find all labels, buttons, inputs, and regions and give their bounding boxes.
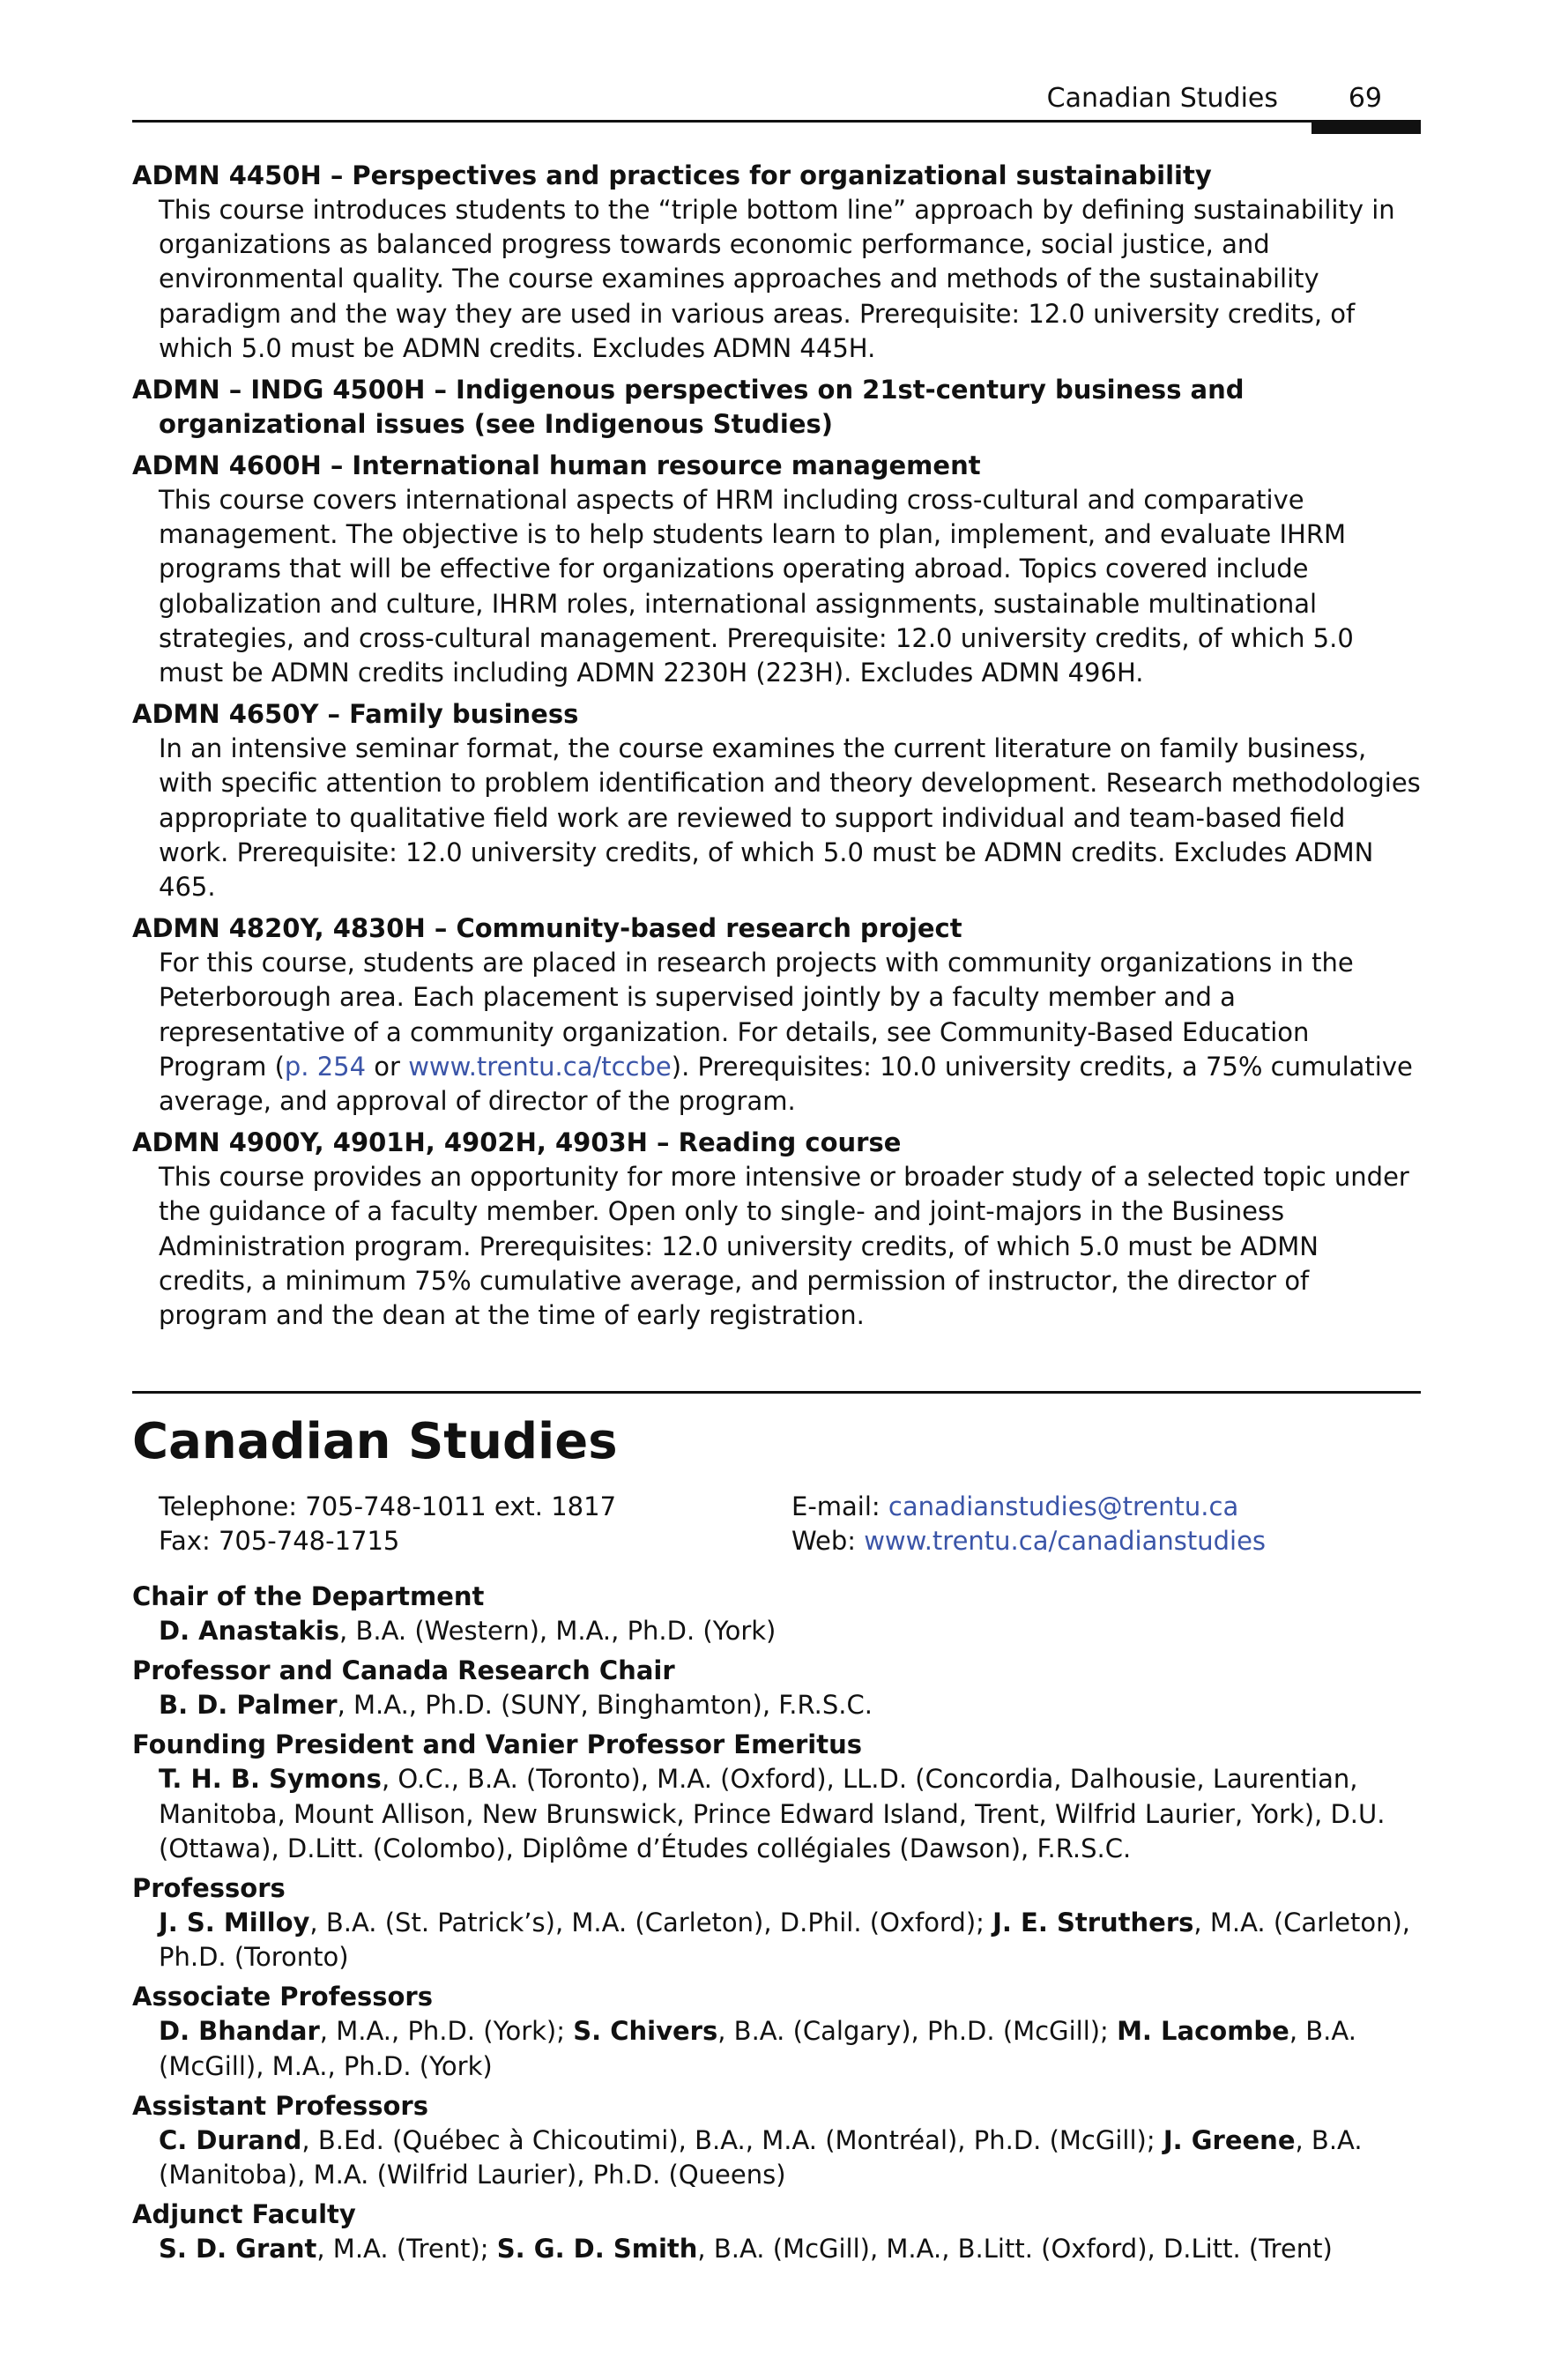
faculty-members [159,1614,1421,1648]
faculty-group [132,1871,1421,1975]
page-link[interactable]: p. 254 [284,1051,367,1082]
faculty-credentials: , B.Ed. (Québec à Chicoutimi), B.A., M.A. (Montréal), Ph.D. (McGill); [301,2124,1163,2155]
web-label: Web: [791,1526,865,1556]
faculty-name: T. H. B. Symons [159,1764,382,1795]
faculty-members [159,1688,1421,1722]
faculty-credentials: , B.A. (Calgary), Ph.D. (McGill); [717,2016,1118,2047]
faculty-credentials: , M.A. (Trent); [316,2234,497,2265]
course-entry [132,697,1421,904]
faculty-group [132,1580,1421,1648]
faculty-group-heading: Assistant Professors [132,2090,428,2121]
fax: Fax: 705-748-1715 [159,1526,400,1556]
course-description-part: For this course, students are placed in research projects with community organizations in the Peterborough area. Each placement is supervised jointly by a faculty member and a representative of a community organization. For details, see Community-Based Education Program ( [159,948,1354,1082]
course-description: This course provides an opportunity for more intensive or broader study of a selected topic under the guidance of a faculty member. Open only to single- and joint-majors in the Business Administration program. Prerequisites: 12.0 university credits, of which 5.0 must be ADMN credits, a minimum 75% cumulative average, and permission of instructor, the director of program and the dean at the time of early registration. [159,1162,1409,1331]
faculty-name: S. Chivers [573,2016,718,2047]
course-description: In an intensive seminar format, the course examines the current literature on family business, with specific attention to problem identification and theory development. Research methodologies appropriate to qualitative field work are reviewed to support individual and team-based field work. Prerequisite: 12.0 university credits, of which 5.0 must be ADMN credits. Excludes ADMN 465. [159,733,1421,903]
course-description-part: ). Prerequisites: 10.0 university credits, a 75% cumulative average, and approval of director of the program. [159,1051,1413,1117]
email-label: E-mail: [791,1491,888,1521]
email-line [791,1490,1238,1524]
telephone: Telephone: 705-748-1011 ext. 1817 [159,1491,617,1521]
faculty-group [132,1980,1421,2083]
page-number: 69 [1348,83,1382,114]
faculty-group-heading: Founding President and Vanier Professor Emeritus [132,1729,862,1760]
faculty-name: M. Lacombe [1117,2016,1289,2047]
faculty-members [159,1762,1421,1866]
faculty-name: J. S. Milloy [159,1908,310,1938]
faculty-credentials: , B.A. (McGill), M.A., B.Litt. (Oxford), D.Litt. (Trent) [697,2234,1333,2265]
faculty-name: D. Bhandar [159,2016,320,2047]
faculty-name: S. D. Grant [159,2234,317,2265]
faculty-list [132,1580,1421,2272]
section-title: Canadian Studies [132,1413,618,1470]
course-entry [132,911,1421,1119]
course-description: This course introduces students to the “triple bottom line” approach by defining sustainability in organizations as balanced progress towards economic performance, social justice, and environmental quality. The course examines approaches and methods of the sustainability paradigm and the way they are used in various areas. Prerequisite: 12.0 university credits, of which 5.0 must be ADMN credits. Excludes ADMN 445H. [159,195,1395,363]
faculty-members [159,2123,1421,2192]
faculty-group-heading: Professor and Canada Research Chair [132,1655,675,1686]
faculty-members [159,2232,1421,2266]
faculty-group [132,2198,1421,2266]
course-title: ADMN – INDG 4500H – Indigenous perspectives on 21st-century business and organizational issues (see Indigenous Studies) [132,375,1245,440]
faculty-group [132,1728,1421,1866]
faculty-credentials: , B.A. (Western), M.A., Ph.D. (York) [339,1616,776,1646]
faculty-name: S. G. D. Smith [496,2234,698,2265]
faculty-name: C. Durand [159,2124,302,2155]
course-description [159,946,1421,1119]
course-title: ADMN 4450H – Perspectives and practices for organizational sustainability [132,160,1212,190]
faculty-credentials: , O.C., B.A. (Toronto), M.A. (Oxford), LL.D. (Concordia, Dalhousie, Laurentian, Manitoba, Mount Allison, New Brunswick, Prince Edward Island, Trent, Wilfrid Laurier, York), D.U. (Ottawa), D.Litt. (Colombo), Diplôme d’Études collégiales (Dawson), F.R.S.C. [159,1764,1386,1863]
web-line [791,1524,1266,1558]
running-header [132,81,1421,123]
faculty-name: J. Greene [1163,2124,1296,2155]
faculty-group [132,1654,1421,1722]
faculty-credentials: , B.A. (McGill), M.A., Ph.D. (York) [159,2016,1356,2081]
faculty-name: J. E. Struthers [992,1908,1194,1938]
tccbe-link[interactable]: www.trentu.ca/tccbe [408,1051,672,1082]
course-entry [132,159,1421,366]
faculty-group-heading: Chair of the Department [132,1581,485,1611]
course-description-part: or [366,1051,409,1082]
header-page-tab [1312,120,1421,134]
running-title: Canadian Studies [1046,83,1278,114]
course-entry [132,1126,1421,1333]
faculty-credentials: , M.A., Ph.D. (York); [319,2016,574,2047]
header-rule [132,120,1421,123]
section-rule [132,1391,1421,1394]
course-entry [132,373,1421,442]
email-link[interactable]: canadianstudies@trentu.ca [888,1491,1239,1521]
faculty-credentials: , M.A. (Carleton), Ph.D. (Toronto) [159,1908,1411,1973]
course-entry [132,449,1421,690]
web-link[interactable]: www.trentu.ca/canadianstudies [864,1526,1267,1556]
faculty-group-heading: Adjunct Faculty [132,2199,356,2230]
faculty-credentials: , B.A. (St. Patrick’s), M.A. (Carleton), D.Phil. (Oxford); [309,1908,993,1938]
course-list [132,159,1421,1340]
faculty-name: B. D. Palmer [159,1690,338,1721]
course-title: ADMN 4820Y, 4830H – Community-based research project [132,913,962,944]
faculty-name: D. Anastakis [159,1616,340,1646]
course-title: ADMN 4900Y, 4901H, 4902H, 4903H – Reading course [132,1127,902,1158]
course-description: This course covers international aspects of HRM including cross-cultural and comparative management. The objective is to help students learn to plan, implement, and evaluate IHRM programs that will be effective for organizations operating abroad. Topics covered include globalization and culture, IHRM roles, international assignments, sustainable multinational strategies, and cross-cultural management. Prerequisite: 12.0 university credits, of which 5.0 must be ADMN credits including ADMN 2230H (223H). Excludes ADMN 496H. [159,485,1354,688]
faculty-members [159,2014,1421,2083]
faculty-credentials: , M.A., Ph.D. (SUNY, Binghamton), F.R.S.C. [337,1690,873,1721]
faculty-group [132,2089,1421,2192]
faculty-credentials: , B.A. (Manitoba), M.A. (Wilfrid Laurier), Ph.D. (Queens) [159,2124,1363,2190]
faculty-group-heading: Professors [132,1873,286,1904]
contact-block [159,1490,1421,1558]
faculty-group-heading: Associate Professors [132,1982,433,2012]
course-title: ADMN 4650Y – Family business [132,699,579,730]
course-title: ADMN 4600H – International human resource management [132,450,981,481]
faculty-members [159,1906,1421,1975]
